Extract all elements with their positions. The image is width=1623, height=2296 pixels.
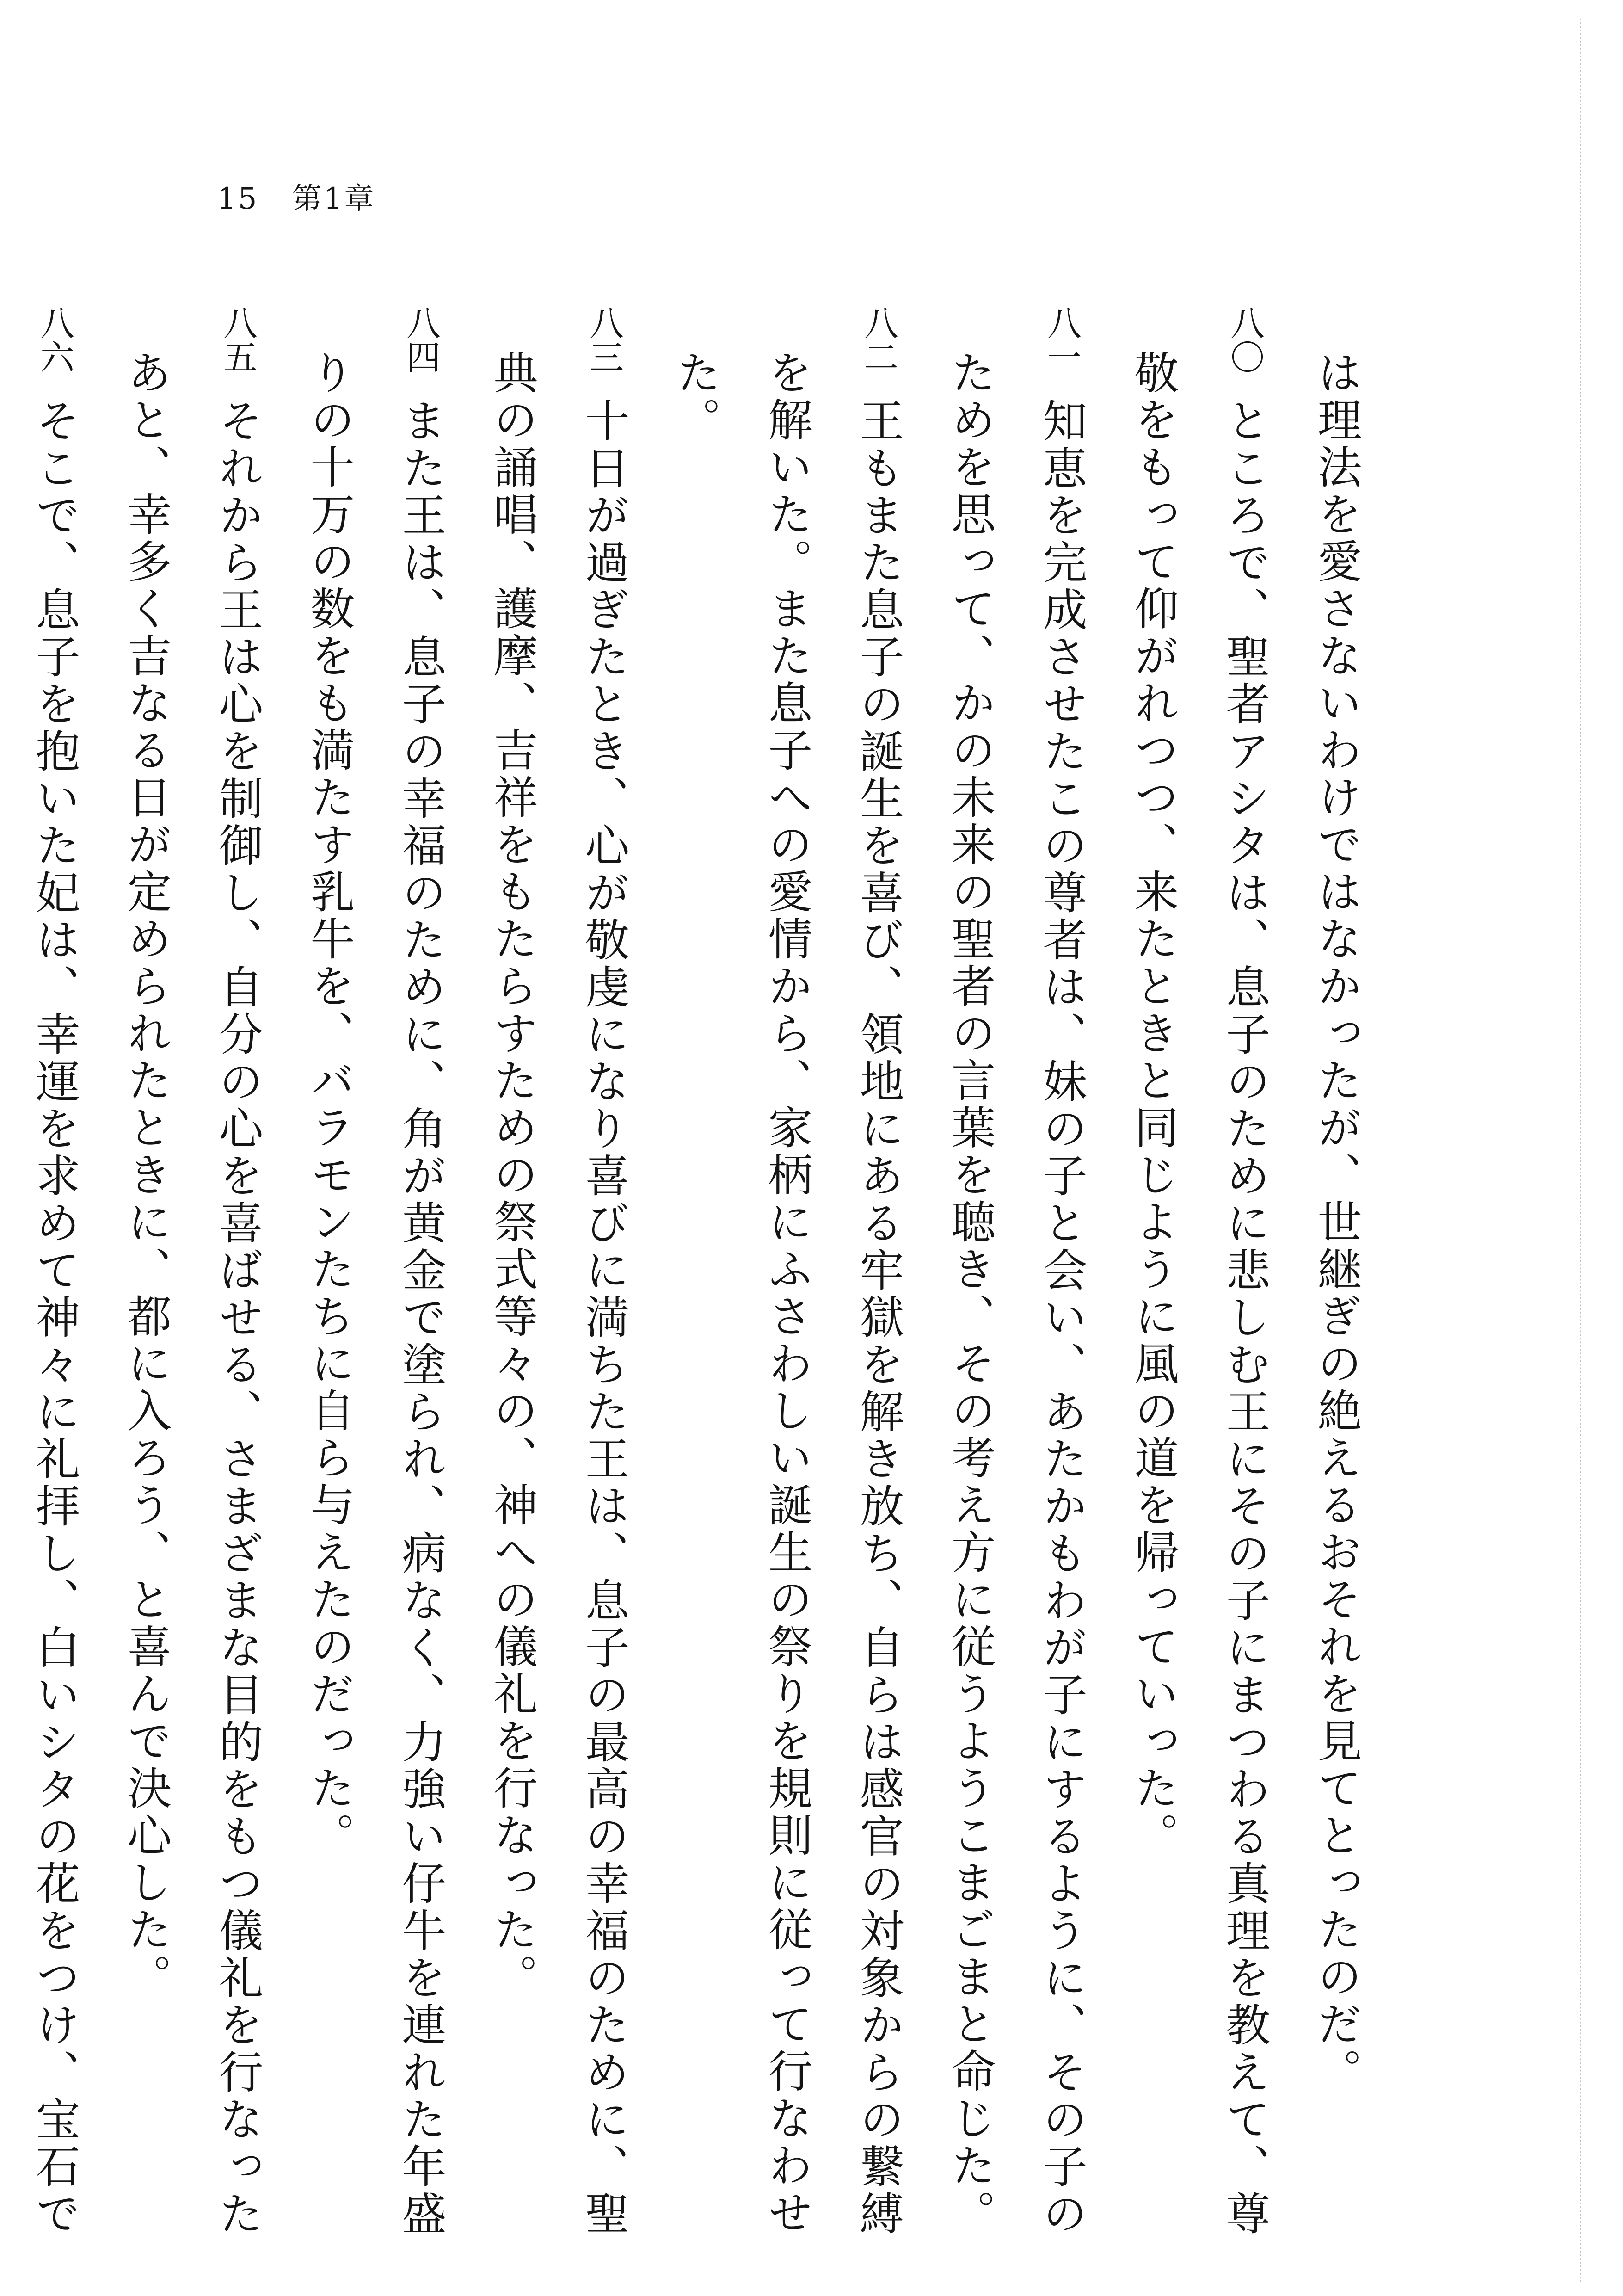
- text-line: [118, 305, 174, 2054]
- page-edge: [1580, 19, 1586, 2285]
- body-text: [29, 305, 1364, 2238]
- line-text: あと、幸多く吉なる日が定められたときに、都に入ろう、と喜んで決心した。: [120, 350, 172, 2001]
- line-text: 十日が過ぎたとき、心が敬虔になり喜びに満ちた王は、息子の最高の幸福のために、聖: [578, 398, 630, 2238]
- line-text: 典の誦唱、護摩、吉祥をもたらすための祭式等々の、神への儀礼を行なった。: [486, 350, 538, 2001]
- running-head: [217, 180, 376, 217]
- text-line: [1309, 305, 1364, 2095]
- text-line: [576, 305, 632, 2238]
- verse-number: 八〇: [1225, 305, 1265, 374]
- verse-number: 八二: [859, 305, 898, 374]
- text-line: [668, 305, 723, 2054]
- line-text: 王もまた息子の誕生を喜び、領地にある牢獄を解き放ち、自らは感官の対象からの繋縛: [853, 398, 904, 2238]
- verse-number: 八四: [401, 305, 441, 374]
- line-text: 知恵を完成させたこの尊者は、妹の子と会い、あたかもわが子にするように、その子の: [1036, 398, 1088, 2238]
- text-line: [851, 305, 906, 2238]
- line-text: それから王は心を制御し、自分の心を喜ばせる、さまざまな目的をもつ儀礼を行なった: [212, 398, 264, 2238]
- line-text: りの十万の数をも満たす乳牛を、バラモンたちに自ら与えたのだった。: [303, 350, 355, 1859]
- page-number: 15: [217, 182, 259, 216]
- line-text: また王は、息子の幸福のために、角が黄金で塗られ、病なく、力強い仔牛を連れた年盛: [395, 398, 447, 2238]
- text-line: [485, 305, 540, 2054]
- line-text: そこで、息子を抱いた妃は、幸運を求めて神々に礼拝し、白いシタの花をつけ、宝石で: [29, 398, 80, 2238]
- text-line: [210, 305, 265, 2238]
- line-text: は理法を愛さないわけではなかったが、世継ぎの絶えるおそれを見てとったのだ。: [1310, 350, 1362, 2095]
- text-line: [759, 305, 815, 2237]
- line-text: ためを思って、かの未来の聖者の言葉を聴き、その考え方に従うようこまごまと命じた。: [944, 350, 996, 2237]
- verse-number: 八六: [35, 305, 74, 374]
- verse-number: 八三: [584, 305, 624, 374]
- text-line: [1034, 305, 1089, 2238]
- line-text: 敬をもって仰がれつつ、来たときと同じように風の道を帰っていった。: [1127, 350, 1179, 1859]
- verse-number: 八五: [218, 305, 258, 374]
- text-line: [1217, 305, 1273, 2238]
- verse-number: 八一: [1042, 305, 1082, 374]
- line-text: ところで、聖者アシタは、息子のために悲しむ王にその子にまつわる真理を教えて、尊: [1219, 398, 1271, 2238]
- text-line: [27, 305, 82, 2238]
- text-line: [1125, 305, 1181, 2054]
- text-line: [942, 305, 998, 2237]
- text-line: [301, 305, 357, 2054]
- line-text: を解いた。また息子への愛情から、家柄にふさわしい誕生の祭りを規則に従って行なわせ: [761, 350, 813, 2237]
- chapter-title: 第1章: [292, 182, 376, 216]
- line-text: た。: [670, 350, 721, 444]
- text-line: [393, 305, 449, 2238]
